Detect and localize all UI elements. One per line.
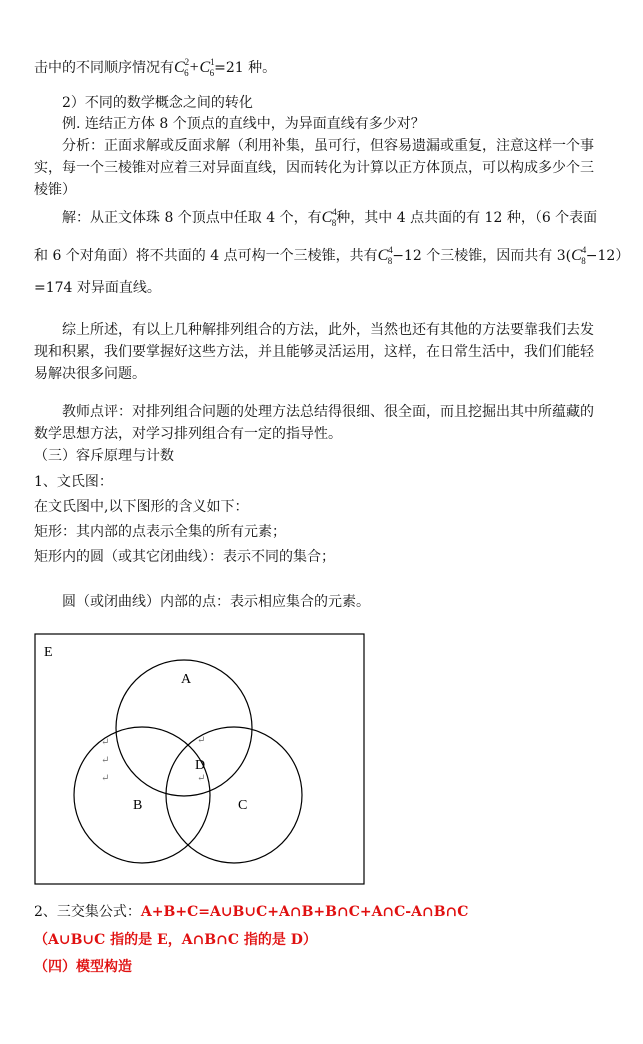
- paragraph-marks: [101, 735, 205, 784]
- analysis-line-3: 棱锥）: [34, 182, 76, 198]
- section-heading-inclusion-exclusion: （三）容斥原理与计数: [34, 448, 174, 464]
- venn-circle-meaning: 矩形内的圆（或其它闭曲线）：表示不同的集合；: [34, 549, 335, 565]
- solution-line-3: =174 对异面直线。: [34, 280, 161, 296]
- venn-rectangle-meaning: 矩形：其内部的点表示全集的所有元素；: [34, 524, 286, 540]
- binomial-c-8-4: $C^4_8$: [321, 207, 337, 228]
- set-b-circle: [74, 727, 210, 863]
- paragraph-mark: ↵: [101, 737, 110, 748]
- analysis-line-1: 分析：正面求解或反面求解（利用补集，虽可行，但容易遗漏或重复，注意这样一个事: [62, 138, 594, 154]
- subsection-heading-conversion: 2）不同的数学概念之间的转化: [62, 95, 253, 111]
- venn-diagram: [34, 633, 369, 891]
- example-question: 例. 连结正方体 8 个顶点的直线中，为异面直线有多少对？: [62, 116, 425, 132]
- summary-line-1: 综上所述，有以上几种解排列组合的方法，此外，当然也还有其他的方法要靠我们去发: [62, 322, 594, 338]
- binomial-c-8-4: $C^4_8$: [571, 245, 587, 266]
- paragraph-mark: ↵: [101, 773, 110, 784]
- triple-intersection-formula: 2、三交集公式：A+B+C=A∪B∪C+A∩B+B∩C+A∩C-A∩B∩C: [34, 904, 469, 920]
- venn-intro: 在文氏图中,以下图形的含义如下：: [34, 499, 249, 515]
- formula-note: （A∪B∪C 指的是 E，A∩B∩C 指的是 D）: [34, 932, 317, 948]
- label-c: C: [238, 798, 248, 813]
- formula-line-combinations: 击中的不同顺序情况有$C^2_6+C^1_6=21$ 种。: [34, 57, 277, 78]
- venn-heading: 1、文氏图：: [34, 474, 113, 490]
- label-d: D: [195, 758, 206, 773]
- set-c-circle: [166, 727, 302, 863]
- teacher-comment-line-1: 教师点评：对排列组合问题的处理方法总结得很细、很全面，而且挖掘出其中所蕴藏的: [62, 404, 594, 420]
- summary-line-3: 易解决很多问题。: [34, 366, 146, 382]
- solution-line-1: 解：从正文体珠 8 个顶点中任取 4 个，有$C^4_8$种，其中 4 点共面的有 12 种，（6 个表面: [62, 207, 598, 228]
- label-b: B: [133, 798, 143, 813]
- summary-line-2: 现和积累，我们要掌握好这些方法，并且能够灵活运用，这样，在日常生活中，我们们能轻: [34, 344, 594, 360]
- analysis-line-2: 实，每一个三棱锥对应着三对异面直线，因而转化为计算以正方体顶点，可以构成多少个三: [34, 160, 594, 176]
- paragraph-mark: ↵: [197, 773, 206, 784]
- binomial-c-6-2: $C^2_6$: [174, 57, 190, 78]
- label-a: A: [181, 672, 192, 687]
- formula-text: A+B+C=A∪B∪C+A∩B+B∩C+A∩C-A∩B∩C: [140, 904, 469, 920]
- venn-point-meaning: 圆（或闭曲线）内部的点：表示相应集合的元素。: [62, 594, 370, 610]
- binomial-c-8-4: $C^4_8$: [377, 245, 393, 266]
- paragraph-mark: ↵: [197, 735, 206, 746]
- paragraph-mark: ↵: [101, 755, 110, 766]
- label-e: E: [44, 645, 53, 660]
- binomial-c-6-1: $C^1_6$: [199, 57, 215, 78]
- solution-line-2: 和 6 个对角面）将不共面的 4 点可构一个三棱锥，共有$C^4_8-12$ 个三棱锥，因而共有 $3(C^4_8-12)$: [34, 245, 630, 266]
- section-heading-model-construction: （四）模型构造: [34, 959, 132, 975]
- teacher-comment-line-2: 数学思想方法，对学习排列组合有一定的指导性。: [34, 426, 342, 442]
